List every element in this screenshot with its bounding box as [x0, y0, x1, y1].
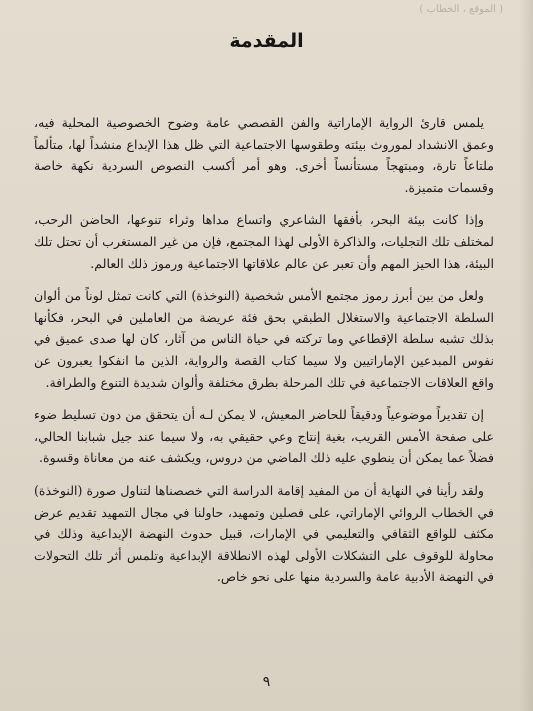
paragraph: ولقد رأينا في النهاية أن من المفيد إقامة الدراسة التي خصصناها لتناول صورة (النوخذة) في الخطاب الروائي الإماراتي، على فصلين وتمهيد، حاولنا في مجال التمهيد تقديم عرض مكثف للواقع الثقافي والتعليمي في الإمارات، قبيل حدوث النهضة الإبداعية وذلك في محاولة للوقوف على التشكلات الأولى لهذه الانطلاقة الإبداعية وتلمس أثر تلك التحولات في النهضة الأدبية عامة والسردية منها على نحو خاص. — [34, 482, 494, 585]
paragraph: ولعل من بين أبرز رموز مجتمع الأمس شخصية (النوخذة) التي كانت تمثل لوناً من ألوان السلطة الاجتماعية والاستغلال الطبقي بحق فئة عريضة من العاملين في البحر، فكأنها بذلك تشبه سلطة الإقطاعي وما تركته في حياة الناس من آثار، كان لها صدى عميق في نفوس المبدعين الإماراتيين ولا سيما كتاب القصة والرواية، الذين ما انفكوا يعبرون عن واقع العلاقات الاجتماعية في تلك المرحلة بطرق مختلفة وألوان شديدة التنوع والطرافة. — [34, 288, 494, 390]
body-text — [34, 112, 494, 599]
chapter-title: المقدمة — [229, 30, 304, 52]
paragraph: إن تقديراً موضوعياً ودقيقاً للحاضر المعيش، لا يمكن لـه أن يتحقق من دون تسليط ضوء على صفحة الأمس القريب، بغية إنتاج وعي حقيقي به، ولا سيما عند جيل شبابنا الحالي، فضلاً عما يمكن أن ينطوي عليه ذلك الماضي من دروس، ويكشف عنه من معاناة وقسوة. — [34, 407, 494, 466]
page-number: ٩ — [262, 674, 271, 690]
paragraph: وإذا كانت بيئة البحر، بأفقها الشاعري واتساع مداها وثراء تنوعها، الحاضن الرحب، لمختلف تلك التجليات، والذاكرة الأولى لهذا المجتمع، فإن من غير المستغرب أن تحتل تلك البيئة، هذا الحيز المهم وأن تعبر عن عالم علاقاتها الاجتماعية ورموز ذلك العالم. — [34, 212, 494, 271]
header-bleed-through: ( الموقع ، الخطاب ) — [419, 4, 503, 15]
paragraph: يلمس قارئ الرواية الإماراتية والفن القصصي عامة وضوح الخصوصية المحلية فيه، وعمق الانشداد لموروث بيئته وطقوسها الاجتماعية التي ظل هذا الإبداع منشداً لها، متألماً ملتاعاً تارة، ومبتهجاً مستأنساً أخرى. وهو أمر أكسب النصوص السردية نكهة خاصة وقسمات متميزة. — [34, 115, 494, 195]
page-edge-shadow — [519, 0, 533, 711]
